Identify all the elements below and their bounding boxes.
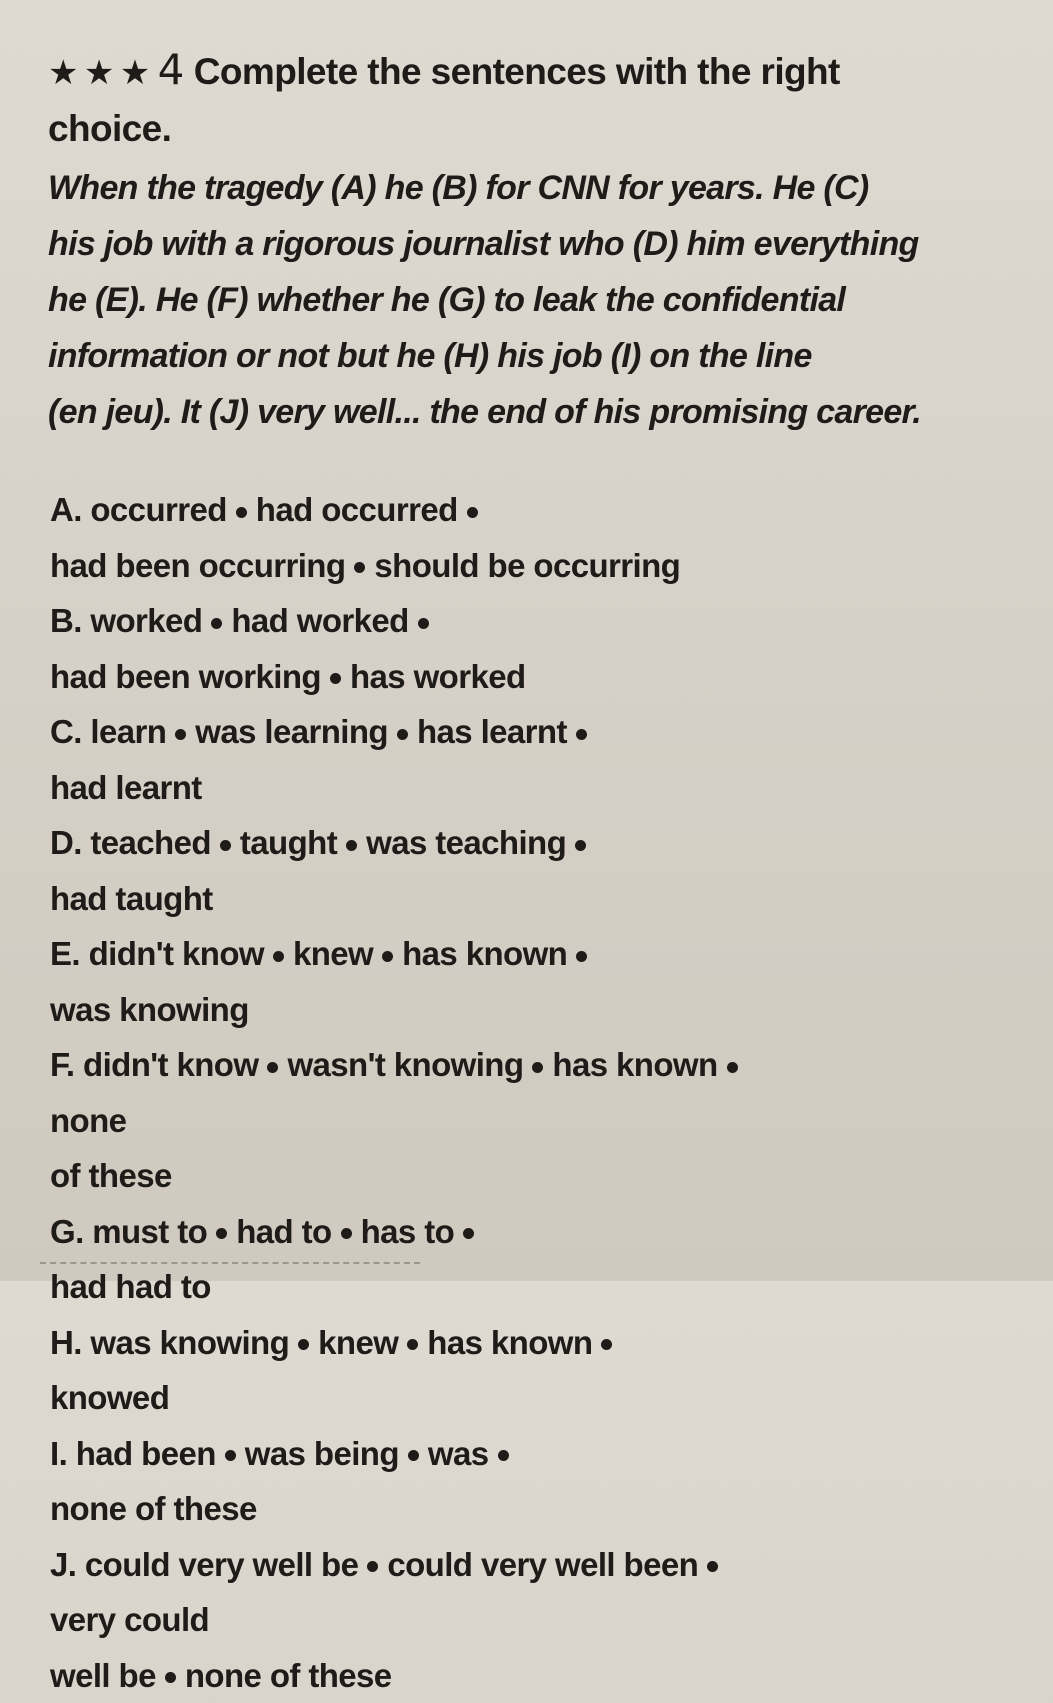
option-row <box>50 1537 1040 1593</box>
option-row <box>50 1204 1040 1260</box>
choice-text: none of these <box>50 1490 257 1527</box>
choice-text: wasn't knowing <box>287 1046 523 1083</box>
bullet-dot-icon <box>382 951 393 962</box>
option-c <box>50 704 1040 815</box>
option-label: C. <box>50 713 90 750</box>
option-row <box>50 593 1040 649</box>
choice-text: could very well be <box>85 1546 358 1583</box>
choice-text: worked <box>90 602 202 639</box>
choice-text: was <box>428 1435 489 1472</box>
choice-text: had taught <box>50 880 213 917</box>
option-label: G. <box>50 1213 92 1250</box>
bullet-dot-icon <box>211 618 222 629</box>
choice-text: was knowing <box>90 1324 289 1361</box>
option-label: B. <box>50 602 90 639</box>
bullet-dot-icon <box>407 1339 418 1350</box>
option-row <box>50 1370 1040 1426</box>
passage-line: (en jeu). It (J) very well... the end of his promising career. <box>48 384 1018 440</box>
passage-line: When the tragedy (A) he (B) for CNN for years. He (C) <box>48 160 1018 216</box>
bullet-dot-icon <box>330 673 341 684</box>
option-row <box>50 482 1040 538</box>
option-row <box>50 1037 1040 1093</box>
choice-text: teached <box>90 824 211 861</box>
choice-text: none of these <box>185 1657 392 1694</box>
instruction-text: Complete the sentences with the right <box>194 51 840 92</box>
bullet-dot-icon <box>575 840 586 851</box>
bullet-dot-icon <box>367 1561 378 1572</box>
bullet-dot-icon <box>576 951 587 962</box>
option-row <box>50 649 1040 705</box>
instruction-text-cont: choice. <box>48 108 171 149</box>
option-label: J. <box>50 1546 85 1583</box>
option-row <box>50 982 1040 1038</box>
choice-text: learn <box>90 713 166 750</box>
difficulty-stars <box>48 44 156 101</box>
choice-text: was knowing <box>50 991 249 1028</box>
option-row <box>50 1481 1040 1537</box>
option-label: H. <box>50 1324 90 1361</box>
bullet-dot-icon <box>220 840 231 851</box>
option-row <box>50 1093 1040 1149</box>
choice-text: had had to <box>50 1268 211 1305</box>
option-e <box>50 926 1040 1037</box>
choice-text: has to <box>361 1213 455 1250</box>
choice-text: had worked <box>231 602 408 639</box>
bullet-dot-icon <box>463 1228 474 1239</box>
option-row <box>50 926 1040 982</box>
choice-text: was teaching <box>366 824 566 861</box>
answer-options <box>50 482 1040 1703</box>
choice-text: had been working <box>50 658 321 695</box>
choice-text: had been occurring <box>50 547 345 584</box>
bullet-dot-icon <box>418 618 429 629</box>
choice-text: was learning <box>195 713 388 750</box>
bullet-dot-icon <box>532 1062 543 1073</box>
bullet-dot-icon <box>397 729 408 740</box>
bullet-dot-icon <box>498 1450 509 1461</box>
option-a <box>50 482 1040 593</box>
option-i <box>50 1426 1040 1537</box>
option-row <box>50 1315 1040 1371</box>
bullet-dot-icon <box>267 1062 278 1073</box>
bullet-dot-icon <box>165 1672 176 1683</box>
divider <box>40 1262 420 1264</box>
star-icon: ★ <box>48 54 78 92</box>
option-h <box>50 1315 1040 1426</box>
exercise-heading <box>48 42 1008 157</box>
option-row <box>50 1592 1040 1648</box>
choice-text: had to <box>236 1213 331 1250</box>
bullet-dot-icon <box>236 507 247 518</box>
passage-text <box>48 160 1018 440</box>
choice-text: has learnt <box>417 713 567 750</box>
passage-line: he (E). He (F) whether he (G) to leak the confidential <box>48 272 1018 328</box>
choice-text: has known <box>402 935 567 972</box>
bullet-dot-icon <box>727 1062 738 1073</box>
option-f <box>50 1037 1040 1204</box>
option-label: D. <box>50 824 90 861</box>
choice-text: had occurred <box>256 491 458 528</box>
choice-text: could very well been <box>387 1546 698 1583</box>
choice-text: has known <box>427 1324 592 1361</box>
option-label: A. <box>50 491 90 528</box>
choice-text: should be occurring <box>374 547 680 584</box>
option-b <box>50 593 1040 704</box>
option-row <box>50 871 1040 927</box>
exercise-number: 4 <box>158 45 184 94</box>
option-row <box>50 1259 1040 1315</box>
choice-text: must to <box>92 1213 207 1250</box>
bullet-dot-icon <box>346 840 357 851</box>
bullet-dot-icon <box>341 1228 352 1239</box>
choice-text: had been <box>76 1435 216 1472</box>
choice-text: had learnt <box>50 769 202 806</box>
choice-text: well be <box>50 1657 156 1694</box>
option-label: E. <box>50 935 89 972</box>
option-row <box>50 538 1040 594</box>
option-row <box>50 760 1040 816</box>
option-label: F. <box>50 1046 83 1083</box>
choice-text: of these <box>50 1157 172 1194</box>
choice-text: knowed <box>50 1379 169 1416</box>
star-icon: ★ <box>84 54 114 92</box>
choice-text: didn't know <box>89 935 264 972</box>
bullet-dot-icon <box>408 1450 419 1461</box>
bullet-dot-icon <box>225 1450 236 1461</box>
option-row <box>50 815 1040 871</box>
option-row <box>50 704 1040 760</box>
option-j <box>50 1537 1040 1703</box>
choice-text: didn't know <box>83 1046 258 1083</box>
bullet-dot-icon <box>216 1228 227 1239</box>
star-icon: ★ <box>120 54 150 92</box>
choice-text: knew <box>293 935 373 972</box>
choice-text: none <box>50 1102 126 1139</box>
bullet-dot-icon <box>467 507 478 518</box>
bullet-dot-icon <box>273 951 284 962</box>
option-row <box>50 1648 1040 1703</box>
passage-line: information or not but he (H) his job (I) on the line <box>48 328 1018 384</box>
option-row <box>50 1426 1040 1482</box>
choice-text: very could <box>50 1601 209 1638</box>
bullet-dot-icon <box>298 1339 309 1350</box>
bullet-dot-icon <box>354 562 365 573</box>
choice-text: knew <box>318 1324 398 1361</box>
choice-text: was being <box>245 1435 399 1472</box>
bullet-dot-icon <box>175 729 186 740</box>
option-d <box>50 815 1040 926</box>
option-row <box>50 1148 1040 1204</box>
choice-text: occurred <box>90 491 226 528</box>
choice-text: taught <box>240 824 337 861</box>
bullet-dot-icon <box>601 1339 612 1350</box>
passage-line: his job with a rigorous journalist who (D) him everything <box>48 216 1018 272</box>
bullet-dot-icon <box>707 1561 718 1572</box>
choice-text: has known <box>552 1046 717 1083</box>
option-g <box>50 1204 1040 1315</box>
bullet-dot-icon <box>576 729 587 740</box>
option-label: I. <box>50 1435 76 1472</box>
choice-text: has worked <box>350 658 526 695</box>
